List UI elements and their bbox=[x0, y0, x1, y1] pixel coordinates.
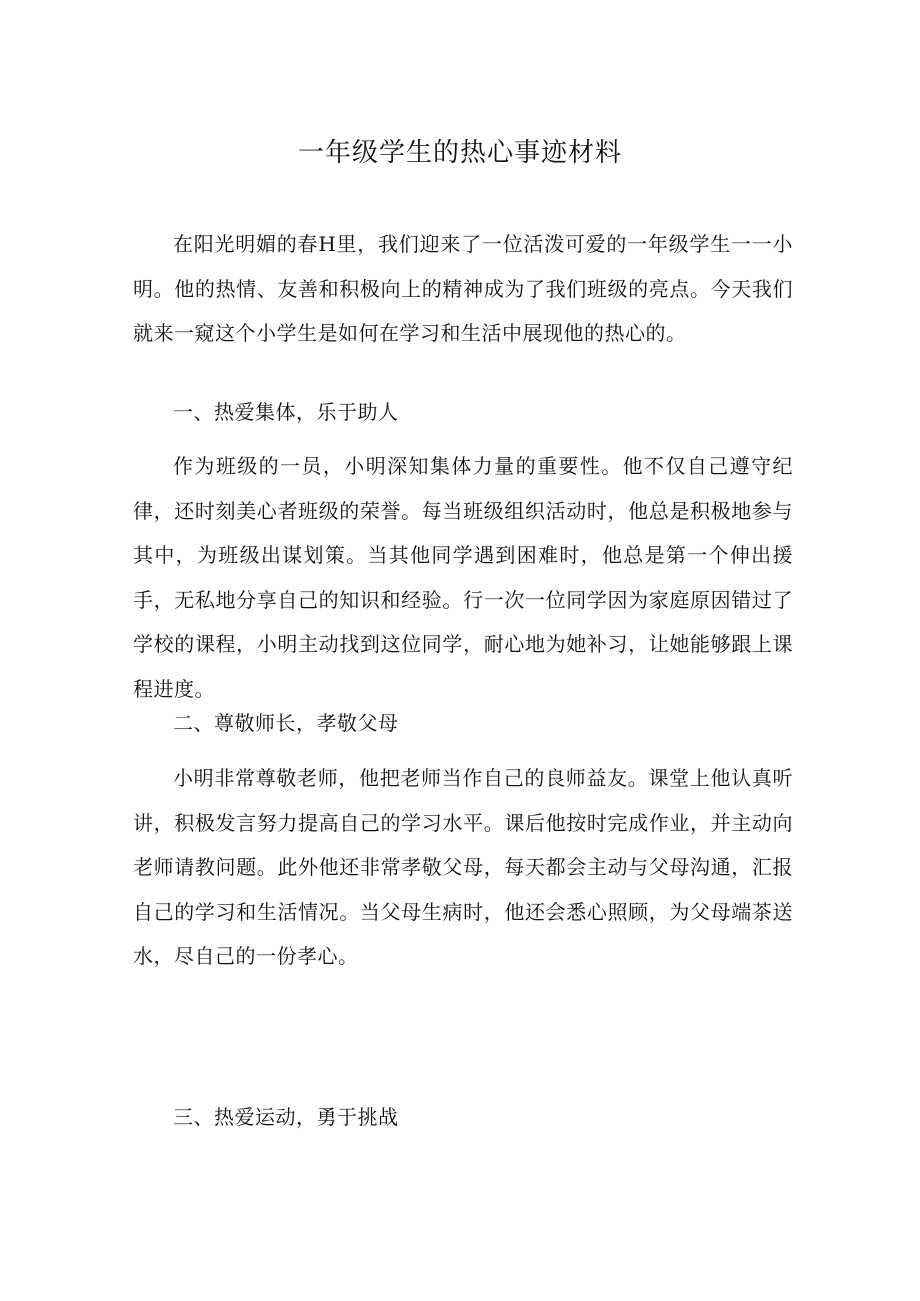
section-1-block bbox=[133, 444, 793, 711]
section-heading-2: 二、尊敬师长，孝敬父母 bbox=[173, 711, 399, 735]
section-heading-1: 一、热爱集体，乐于助人 bbox=[173, 400, 399, 424]
section-heading-3: 三、热爱运动，勇于挑战 bbox=[173, 1105, 399, 1129]
document-title: 一年级学生的热心事迹材料 bbox=[297, 138, 622, 168]
intro-paragraph-block bbox=[133, 222, 793, 356]
section-2-paragraph: 小明非常尊敬老师，他把老师当作自己的良师益友。课堂上他认真听讲，积极发言努力提高自己的学习水平。课后他按时完成作业，并主动向老师请教问题。此外他还非常孝敬父母，每天都会主动与父母沟通，汇报自己的学习和生活情况。当父母生病时，他还会悉心照顾，为父母端茶送水，尽自己的一份孝心。 bbox=[133, 766, 793, 968]
section-2-block bbox=[133, 756, 793, 979]
intro-paragraph: 在阳光明媚的春H里，我们迎来了一位活泼可爱的一年级学生一一小明。他的热情、友善和积极向上的精神成为了我们班级的亮点。今天我们就来一窥这个小学生是如何在学习和生活中展现他的热心的。 bbox=[133, 232, 793, 345]
section-1-paragraph: 作为班级的一员，小明深知集体力量的重要性。他不仅自己遵守纪律，还时刻美心者班级的荣誉。每当班级组织活动时，他总是积极地参与其中，为班级出谋划策。当其他同学遇到困难时，他总是第一个伸出援手，无私地分享自己的知识和经验。行一次一位同学因为家庭原因错过了学校的课程，小明主动找到这位同学，耐心地为她补习，让她能够跟上课程进度。 bbox=[133, 454, 793, 701]
